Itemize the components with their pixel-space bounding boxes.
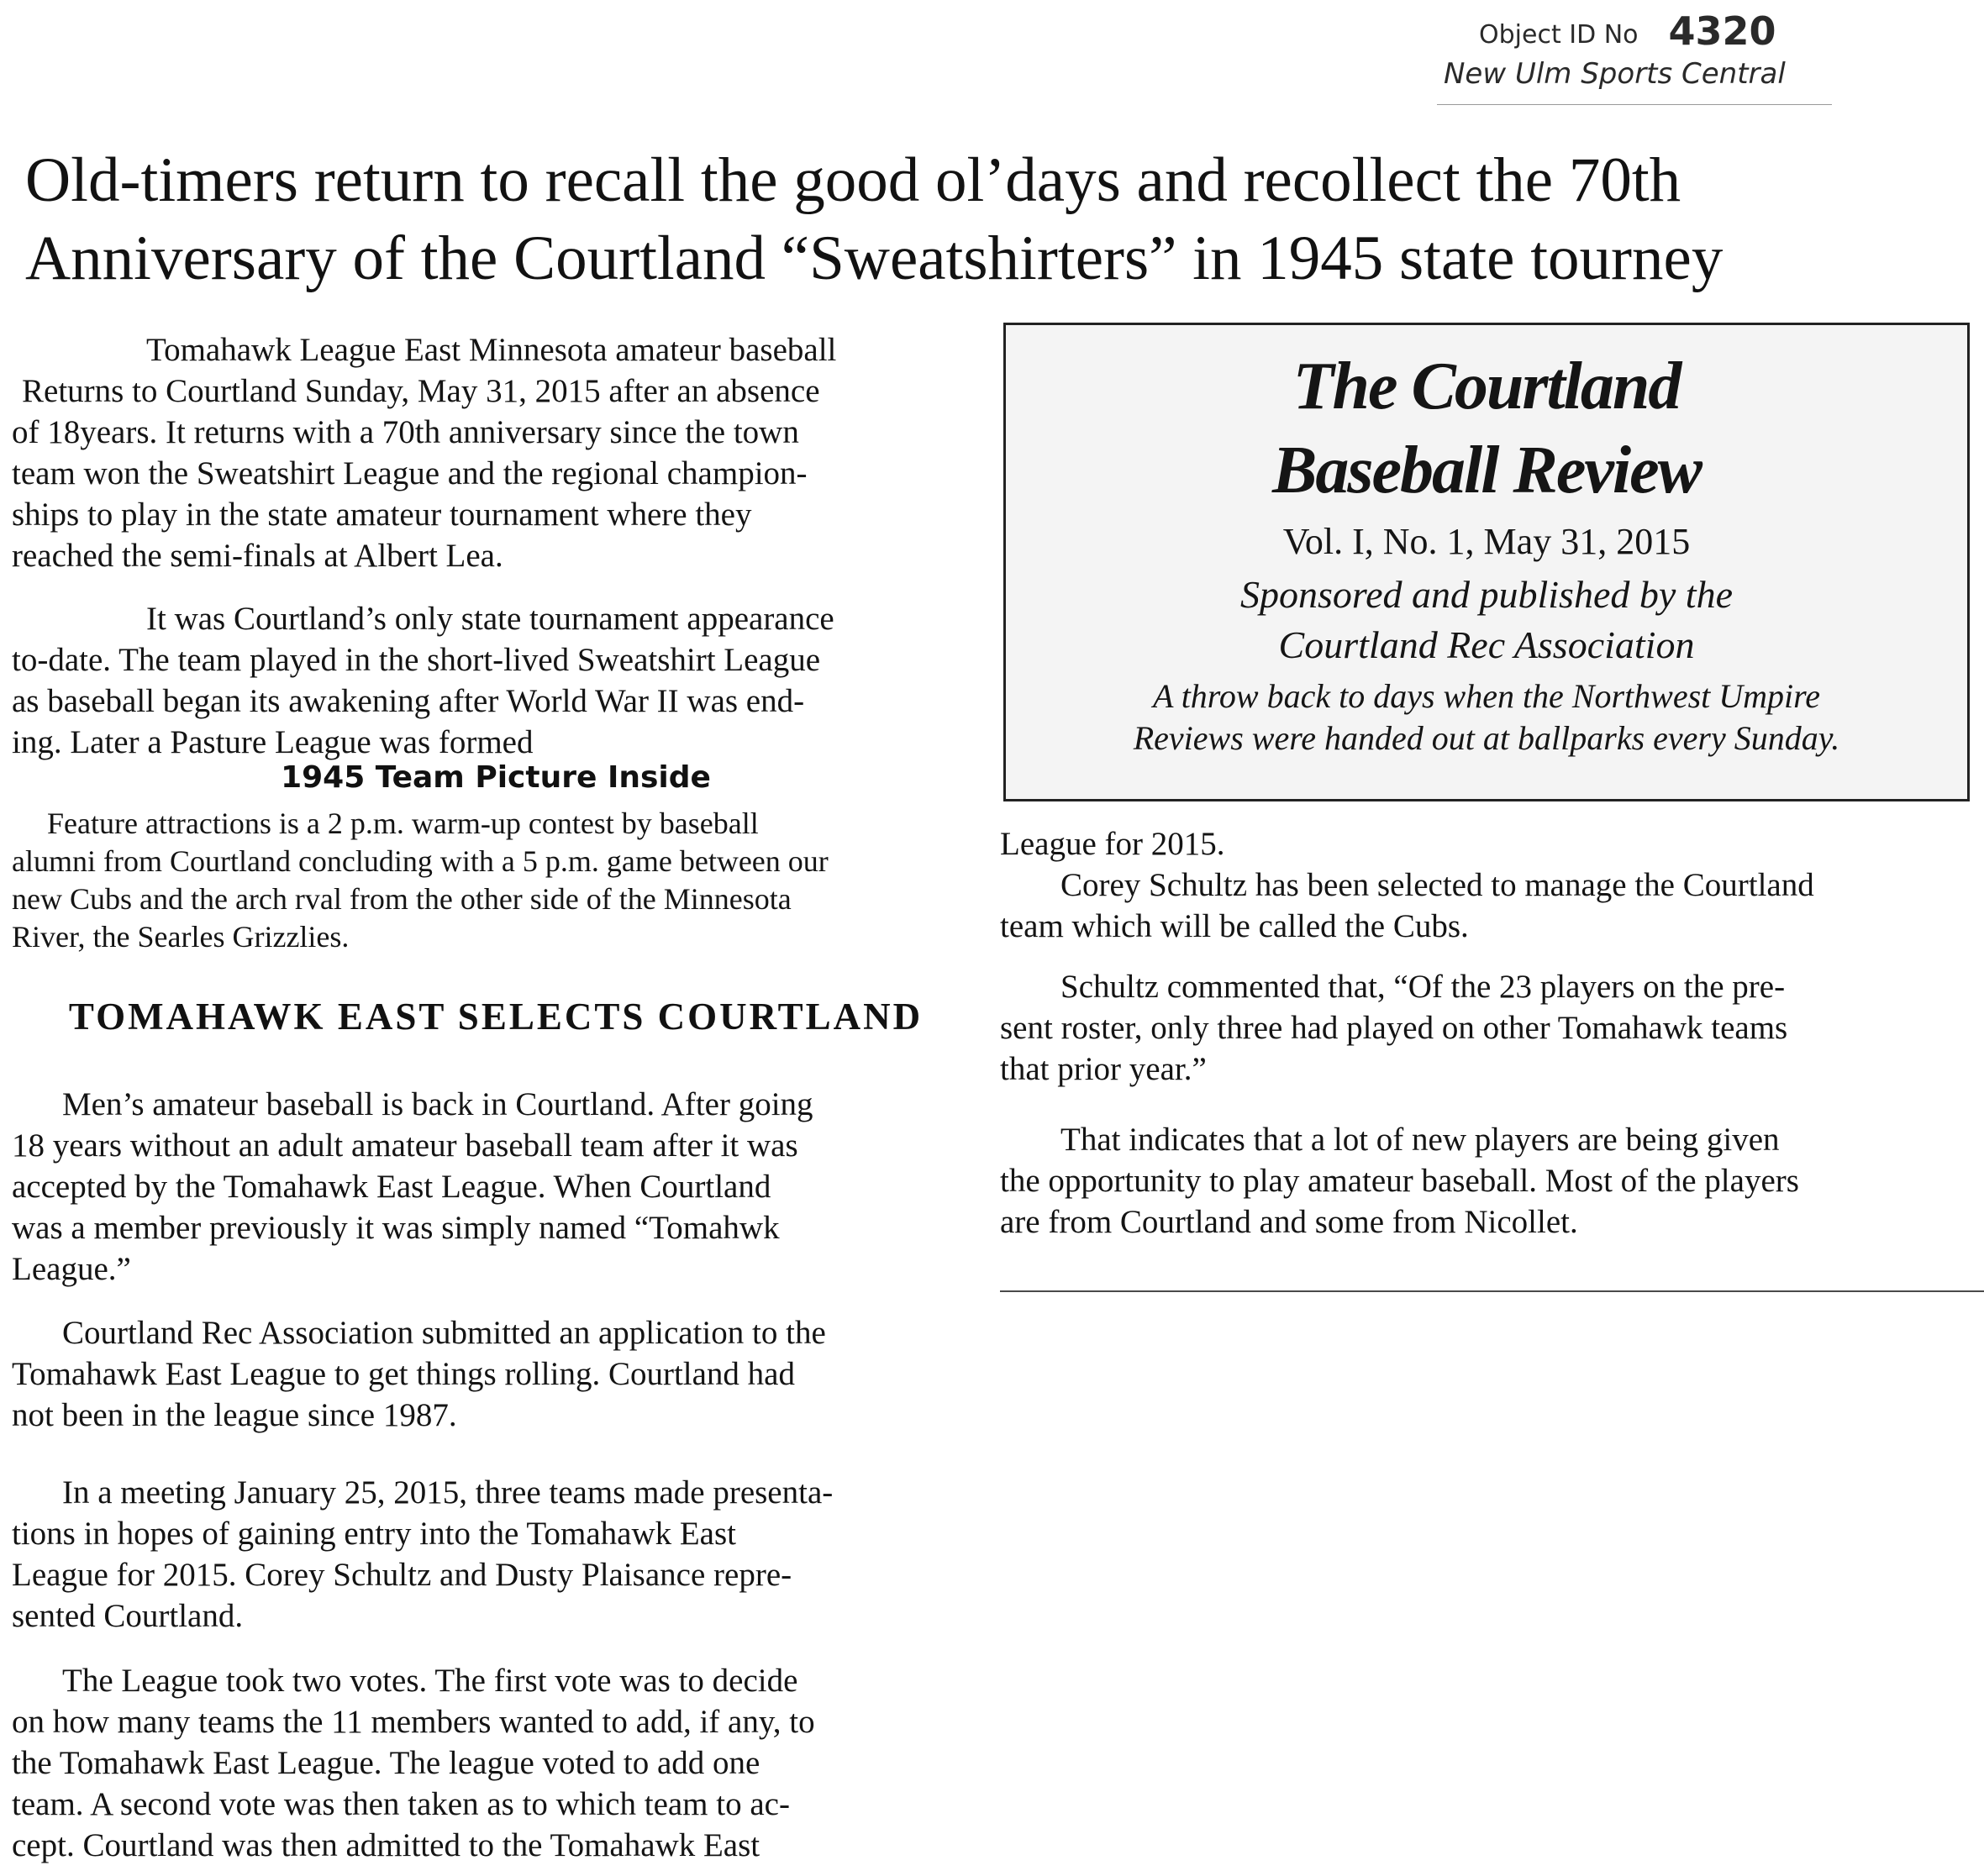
text-line: Courtland Rec Association submitted an application to the bbox=[62, 1315, 826, 1351]
text-line: Tomahawk League East Minnesota amateur baseball bbox=[146, 332, 837, 368]
text-line: The League took two votes. The first vote was to decide bbox=[62, 1663, 798, 1699]
text-line: League.” bbox=[12, 1251, 131, 1287]
masthead-title-line-1: The Courtland bbox=[1292, 349, 1681, 423]
manager-paragraph bbox=[1000, 823, 1975, 947]
application-paragraph bbox=[12, 1312, 987, 1436]
text-line: ships to play in the state amateur tournament where they bbox=[12, 497, 752, 533]
text-line: team won the Sweatshirt League and the regional champion- bbox=[12, 455, 808, 491]
intro-paragraph bbox=[12, 329, 987, 576]
stamp-divider bbox=[1437, 104, 1832, 105]
text-line: not been in the league since 1987. bbox=[12, 1397, 457, 1433]
text-line: It was Courtland’s only state tournament appearance bbox=[146, 601, 834, 637]
throwback-line-1: A throw back to days when the Northwest Umpire bbox=[1152, 677, 1821, 715]
headline bbox=[25, 141, 1958, 297]
text-line: Returns to Courtland Sunday, May 31, 2015 after an absence bbox=[22, 373, 820, 409]
object-id-stamp bbox=[1429, 0, 1866, 109]
selection-paragraph bbox=[12, 1084, 987, 1290]
sponsor-line-1: Sponsored and published by the bbox=[1239, 573, 1733, 616]
sponsor-line-2: Courtland Rec Association bbox=[1278, 623, 1695, 666]
throwback-line-2: Reviews were handed out at ballparks every Sunday. bbox=[1133, 719, 1840, 757]
object-id-label: Object ID No bbox=[1479, 20, 1639, 50]
text-line: alumni from Courtland concluding with a 5 p.m. game between our bbox=[12, 844, 829, 878]
text-line: sented Courtland. bbox=[12, 1598, 244, 1634]
text-line: League for 2015. bbox=[1000, 826, 1225, 862]
feature-paragraph bbox=[12, 805, 987, 956]
votes-paragraph bbox=[12, 1660, 987, 1866]
object-id-row bbox=[1479, 7, 1776, 52]
text-line: new Cubs and the arch rval from the other side of the Minnesota bbox=[12, 882, 792, 916]
text-line: team. A second vote was then taken as to which team to ac- bbox=[12, 1786, 790, 1822]
players-paragraph bbox=[1000, 1119, 1975, 1243]
text-line: ing. Later a Pasture League was formed bbox=[12, 724, 534, 760]
text-line: cept. Courtland was then admitted to the Tomahawk East bbox=[12, 1827, 760, 1863]
text-line: the opportunity to play amateur baseball. Most of the players bbox=[1000, 1163, 1799, 1199]
text-line: that prior year.” bbox=[1000, 1051, 1207, 1087]
text-line: was a member previously it was simply named “Tomahwk bbox=[12, 1210, 780, 1246]
source-label: New Ulm Sports Central bbox=[1444, 57, 1786, 91]
text-line: Schultz commented that, “Of the 23 players on the pre- bbox=[1060, 969, 1786, 1005]
text-line: reached the semi-finals at Albert Lea. bbox=[12, 538, 503, 574]
object-id-number: 4320 bbox=[1668, 8, 1776, 54]
text-line: Corey Schultz has been selected to manage the Courtland bbox=[1060, 867, 1814, 903]
text-line: accepted by the Tomahawk East League. When Courtland bbox=[12, 1169, 771, 1205]
text-line: tions in hopes of gaining entry into the Tomahawk East bbox=[12, 1516, 736, 1552]
text-line: team which will be called the Cubs. bbox=[1000, 908, 1469, 944]
roster-paragraph bbox=[1000, 966, 1975, 1090]
text-line: as baseball began its awakening after World War II was end- bbox=[12, 683, 805, 719]
text-line: League for 2015. Corey Schultz and Dusty Plaisance repre- bbox=[12, 1557, 792, 1593]
text-line: In a meeting January 25, 2015, three teams made presenta- bbox=[62, 1474, 834, 1511]
text-line: are from Courtland and some from Nicollet. bbox=[1000, 1204, 1578, 1240]
baseball-review-masthead bbox=[1003, 323, 1970, 801]
text-line: Feature attractions is a 2 p.m. warm-up contest by baseball bbox=[47, 807, 759, 840]
text-line: River, the Searles Grizzlies. bbox=[12, 920, 350, 954]
text-line: of 18years. It returns with a 70th anniversary since the town bbox=[12, 414, 799, 450]
text-line: the Tomahawk East League. The league voted to add one bbox=[12, 1745, 760, 1781]
text-line: Tomahawk East League to get things rolling. Courtland had bbox=[12, 1356, 795, 1392]
headline-line-2: Anniversary of the Courtland “Sweatshirters” in 1945 state tourney bbox=[25, 223, 1724, 293]
meeting-paragraph bbox=[12, 1472, 987, 1637]
text-line: That indicates that a lot of new players are being given bbox=[1060, 1122, 1780, 1158]
text-line: 18 years without an adult amateur baseball team after it was bbox=[12, 1127, 798, 1164]
volume-line: Vol. I, No. 1, May 31, 2015 bbox=[1282, 521, 1691, 562]
team-picture-note: 1945 Team Picture Inside bbox=[281, 760, 711, 795]
text-line: Men’s amateur baseball is back in Courtland. After going bbox=[62, 1086, 813, 1122]
text-line: sent roster, only three had played on other Tomahawk teams bbox=[1000, 1010, 1788, 1046]
anniversary-paragraph bbox=[12, 598, 987, 763]
text-line: on how many teams the 11 members wanted to add, if any, to bbox=[12, 1704, 815, 1740]
section-subhead: TOMAHAWK EAST SELECTS COURTLAND bbox=[68, 996, 924, 1038]
masthead-title-line-2: Baseball Review bbox=[1272, 434, 1701, 507]
text-line: to-date. The team played in the short-lived Sweatshirt League bbox=[12, 642, 821, 678]
column-end-rule bbox=[1000, 1290, 1984, 1292]
headline-line-1: Old-timers return to recall the good ol’days and recollect the 70th bbox=[25, 145, 1681, 215]
